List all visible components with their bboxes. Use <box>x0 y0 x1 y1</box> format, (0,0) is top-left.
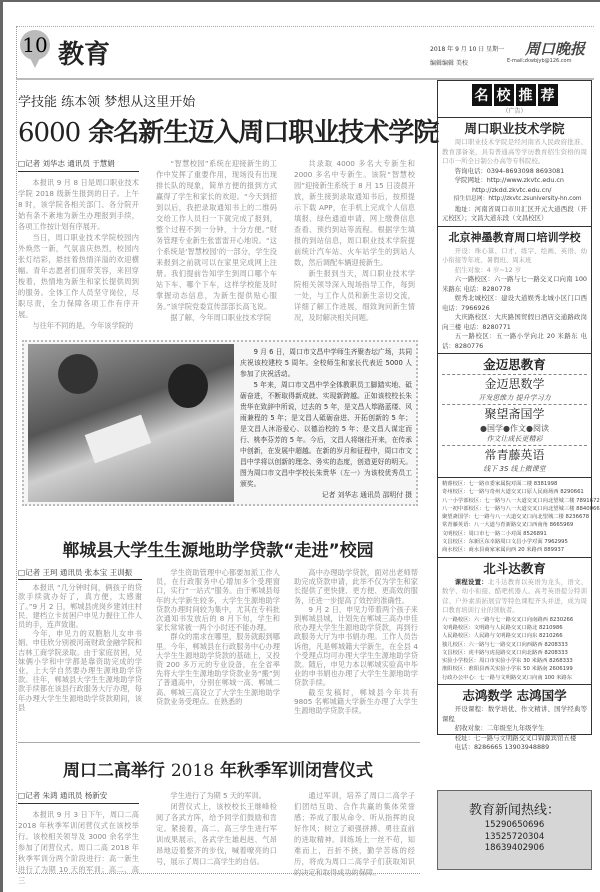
article3-byline: □记者 朱鸿 通讯员 杨新安 <box>18 790 139 804</box>
school-name: 北斗达教育 <box>483 560 546 576</box>
sub-brand-name: 金迈思数学 <box>484 377 545 391</box>
article3-headline <box>18 756 418 781</box>
photo-credit: 记者 刘华志 通讯员 邵明付 摄 <box>321 491 412 499</box>
article1-kicker: 学技能 练本领 梦想从这里开始 <box>18 95 196 110</box>
school-website: 学院网址：http://www.zkvtc.edu.cn <box>454 176 564 184</box>
campus-line: 实验小学校区：周口市实验小学东 30 米路西 8268333 <box>442 658 573 665</box>
editor-credit: 编辑编辑 美校 <box>430 60 468 67</box>
article1-col3 <box>294 158 415 331</box>
campus-line: 大庆路校区：大庆路国贸假日酒店交通路政岗向三楼 电话：8280771 <box>442 313 587 331</box>
ad-school3 <box>438 354 591 478</box>
ads-header <box>438 84 591 106</box>
page-number-badge: 10 <box>20 30 50 60</box>
article2-body <box>18 568 418 715</box>
ads-header-char: 推 <box>516 84 536 106</box>
section-title: 教育 <box>58 40 111 70</box>
paragraph: 与往年不同的是，今年该学院的 <box>32 321 134 330</box>
school-age: 招生对象：4 岁~12 岁 <box>454 265 522 274</box>
school-intro: 北斗达教育以英语为龙头，语文、数学、幼小衔接、酷吧机器人、高考英语提分特训营、户外素质拓展营等特色课程齐头并进，成为周口教育培训行业的领航者。 <box>442 577 588 615</box>
article2-byline: □记者 王珂 通讯员 张本宝 王训振 <box>18 568 142 580</box>
paragraph: 当日，周口职业技术学院校园内外焕然一新，气氛喜庆热烈，校园内张灯结彩，悬挂着热情洋溢的欢迎横幅。青年志愿者们面带笑容，来回穿梭着，热情地为新生和家长提供周到的服务。全体工作人员坚守岗位，尽职尽责，全力保障各项工作有序开展。 <box>18 233 139 319</box>
article2-headline: 郸城县大学生生源地助学贷款“走进”校园 <box>62 541 374 561</box>
phone-line: 电话：8286665 13903948889 <box>454 743 550 752</box>
school-name: 北京神墨教育周口培训学校 <box>448 230 581 244</box>
ad-school3-campuses <box>438 478 600 558</box>
article1-body <box>18 158 415 331</box>
headline-number: 6000 <box>18 118 81 148</box>
sub-brand <box>442 405 587 446</box>
school-address: 地址：河南省周口市川汇区开元大道西段（开元校区）；文昌大道东段（文昌校区） <box>442 204 587 222</box>
ads-header-char: 荐 <box>538 84 558 106</box>
campus-line: 独儿校区：六一路与七一路交叉口向西路西 8208333 <box>442 641 568 648</box>
paragraph: 今年，申见力的双胞胎儿女申书娟、申佳欣分别被河南财政金融学院和吉林工商学院录取。由于家庭贫困，兄妹俩小学和中学都是靠资助完成的学业，上大学自然要办理生源地助学贷款。往年，郸城县大学生生源地助学贷款手续都在该县行政服务大厅办理，每年办理大学生生源地助学贷款期间，该县 <box>18 629 142 712</box>
paragraph: 高中办理助学贷款，面对出老师帮助完成贷款申请，此举不仅为学生和家长提供了更快捷、更方便、更高效的服务，还进一步提高了效控的准确性。 <box>294 568 418 605</box>
article3-col2 <box>156 790 277 872</box>
campus-line: 文昌校区：虎丰路与虎昆路交叉口向北路西 8208333 <box>442 649 568 656</box>
paragraph: 据了解，今年周口职业技术学院 <box>170 313 272 322</box>
campus-line: 精睿校区：七一路市委家属院对面二楼 8381998 <box>442 481 558 487</box>
headline-text: 余名新生迈入周口职业技术学院 <box>80 118 439 148</box>
course-line: 开设课程：数学培优、作文精讲、国学经典等课程 <box>442 705 587 723</box>
paragraph: 本报讯 9 月 8 日是周口职业技术学院 2018 级新生报到的日子。上午 8 时，该学院各相关部门、各分院开始有条不紊地为新生办理报到手续，各项工作按计划有序展开。 <box>18 178 139 231</box>
school-name: 志鸿数学 志鸿国学 <box>462 688 567 704</box>
email-address: E-mail:zkwbjyb@126.com <box>507 58 572 64</box>
headline-part: 周口二高举行 <box>62 761 171 781</box>
issue-date: 2018 年 9 月 10 日 星期一 <box>430 46 505 53</box>
paragraph: 闭营仪式上，该校校长王继峰检阅了各武方阵，给予同学们鼓励和肯定。紧接着，高二、高三学生进行军训成果展示，各武学生雄赳赳、气昂昂地迈着整齐的步伐，喊着嘹亮的口号，展示了周口二高学生的自信。 <box>156 802 277 866</box>
hotline-phone: 15290650696 <box>484 820 545 830</box>
slogan: ●国学●作文●阅读 <box>480 424 549 433</box>
paragraph: 通过军训，培养了周口二高学子们团结互助、合作共赢的集体荣誉感；养成了服从命令、听从指挥的良好作风；树立了顽强拼搏、勇往直前的进取精神。训练场上一丝不苟，知难而上，百折不挠，勤学苦练的经历，将成为周口二高学子们获取知识的决定和取得成功的保障。 <box>294 791 415 877</box>
campus-line: 聚望斋国学：七一路与八一大道交叉口向北望城二楼 8236678 <box>442 514 590 521</box>
article2-col1 <box>18 568 142 715</box>
headline-part: 年秋季军训闭营仪式 <box>214 761 374 781</box>
ads-header-char: 名 <box>472 84 492 106</box>
article2-col3 <box>294 568 418 715</box>
school-ads-panel <box>437 80 600 752</box>
campus-list <box>442 616 587 682</box>
target-line: 招收对象：二年级至九年级学生 <box>454 724 545 733</box>
newspaper-logo: 周口晚报 <box>525 40 586 58</box>
school-intro: 开设：珠心算、口才、练字、绘画、英语、幼小衔接等年班、暑假班、周末班 <box>442 246 587 264</box>
sub-brand-name: 常青藤英语 <box>484 448 545 462</box>
slogan: 作文让成长更精彩 <box>486 435 543 443</box>
campus-line: 常青藤英语：八一大道与育新路交叉口西南角 8665969 <box>442 522 574 529</box>
ad-school1 <box>438 118 591 227</box>
campus-line: 人民路校区：人民路与文明路交叉口向东 8210266 <box>442 633 563 640</box>
paragraph: 截至发稿时，郸城县今年共有 9805 名郸城籍大学新生办理了大学生生源地助学贷款手续。 <box>294 687 418 716</box>
article2-col2 <box>156 568 280 715</box>
article3-col1 <box>18 790 139 885</box>
article1-byline: □记者 刘华志 通讯员 于慧娟 <box>18 158 139 172</box>
headline-number: 2018 <box>170 761 215 781</box>
intro-label: 课程设置： <box>454 577 488 586</box>
paragraph: 学生进行了为期 5 天的军训。 <box>170 791 266 800</box>
campus-line: 六一路校区：六一路与七一路交叉口向南路西 8230266 <box>442 616 574 623</box>
article1-headline <box>18 112 438 149</box>
school-intro: 周口职业技术学院是经河南省人民政府批准、教育部备案，具有普通高等学历教育招生资格的周口市一所全日制公办高等专科院校。 <box>442 138 587 165</box>
address-line: 校址：七一路与文明路交叉口锦源宾馆五楼 <box>454 733 577 742</box>
article1-col2 <box>156 158 277 331</box>
article1-col1 <box>18 158 139 331</box>
divider <box>18 742 420 743</box>
campus-line: 八一初中部校区：七一路与八一大道交叉口向北望城三楼 8840066 <box>442 505 600 512</box>
ads-header-char: 校 <box>494 84 514 106</box>
ad-school2 <box>438 227 591 355</box>
campus-line: 文明校区：周口市七一路二小对面 8526891 <box>442 530 547 537</box>
ad-note: （广告） <box>438 106 591 118</box>
paragraph: 学生资助管理中心都要加派工作人员，在行政服务中心增加多个受理窗口，实行“一站式”服务。由于郸城县每年的大学新生较多，大学生生源地助学贷款办理时间较为集中，尤其在专科批次通知书发放后的 8 月下旬，学生和家长常常被一两个小时还不能办理。 <box>156 568 280 633</box>
paragraph: 共录取 4000 多名大专新生和 2000 多名中专新生。该院“智慧校园”迎接新生系统于 8 月 15 日凌晨开放，新生接到录取通知书后，按照提示下载 APP，在手机上完成个人信息填报、绿色通道申请、网上缴费信息查看、预约到站等流程。根据学生填报的到站信息，周口职业技术学院提前统计汽车站、火车站学生的到站人数，然后调配车辆迎接新生。 <box>294 159 415 267</box>
paragraph: 本报讯 9 月 3 日下午，周口二高 2018 年秋季军训闭营仪式在该校举行。该校相关领导及 3000 余名学生参加了闭营仪式。周口二高 2018 年秋季军训分两个阶段进行：高一新生进行了为期 10 天的军训；高二、高三 <box>18 810 139 885</box>
campus-line: 娱秀北城校区：建设大道娱秀北城小区门口西 电话：7966926 <box>442 294 587 312</box>
bottom-rule <box>18 873 420 874</box>
hotline-phone: 18639402906 <box>484 843 545 853</box>
news-hotline-box <box>437 790 592 870</box>
paragraph: 本报讯 “几分钟时间，俩孩子的贷款手续就办好了，真方便，太感谢了。”9 月 2 日，郸城县虎岗乡建刘庄村民、建档立卡贫困户申见力握住工作人员的手，连声致谢。 <box>18 583 142 630</box>
hotline-phone: 13525720304 <box>484 831 545 842</box>
paragraph: 群众的需求在哪里，服务就跟到哪里。今年，郸城县在行政服务中心办理大学生生源地助学贷款的基础上，又投资 200 多万元的专业设备，在全省率先将大学生生源地助学贷款业务“搬”到了普通高中，分别在郸城一高、郸城二高、郸城三高设立了大学生生源地助学贷款业务受理点。在熟悉的 <box>156 632 280 706</box>
campus-line: 六一路校区：六一路与七一路交叉口向南 100 米路东 电话：8280778 <box>442 275 587 293</box>
sub-brand-name: 聚望斋国学 <box>484 407 545 421</box>
campus-line: 淮阳校区：淮阳县西关实验小学东 50 米路南 2606199 <box>442 666 573 673</box>
article3-body <box>18 790 415 885</box>
sub-brand <box>442 375 587 405</box>
ad-school4 <box>438 558 591 685</box>
campus-line: 文明路校区：文明路与人民路交叉口路北 8210986 <box>442 624 563 631</box>
sub-brand <box>442 446 587 475</box>
article3-col3 <box>294 790 415 877</box>
school-admission-site: 招生信息网：http://zkvtc.zsuniversity-hn.com <box>453 196 582 202</box>
school-name: 金迈思教育 <box>442 356 587 375</box>
campus-line: 商水校区：商水县商家家属向西 20 米路西 889937 <box>442 547 565 554</box>
hotline-title: 教育新闻热线： <box>468 803 560 818</box>
caption-paragraph: 5 年来，周口市文昌中学全体教职员工脚踏实地、砥砺奋进，不断取得新成就、实现新跨越。正如该校校长朱贵华在致辞中所说，过去的 5 年，是文昌人筚路蓝缕、风雨兼程的 5 年；是文昌人砥砺奋进、开拓创新的 5 年；是文昌人沐浴爱心、以德治校的 5 年；是文昌人谋定而行、桃李芬芳的 5 年。今后，文昌人将继往开来，在传承中创新，在发展中超越。在新的岁月和征程中，周口市文昌中学将以创新的理念、务实的态度，创造更好的明天。图为周口市文昌中学校长朱贵华（左一）为该校优秀员工颁奖。 <box>240 381 412 488</box>
paragraph: 新生报到当天，周口职业技术学院相关领导深入现场指导工作，每到一处，与工作人员和新生亲切交流，详细了解工作进展，细致询问新生情况，及时解决相关问题。 <box>294 269 415 322</box>
ad-school5 <box>438 685 591 755</box>
news-photo <box>28 344 234 502</box>
slogan: 线下 3S 线上微课堂 <box>483 465 546 473</box>
paragraph: “智慧校园”系统在迎接新生的工作中发挥了重要作用，现场没有出现排长队的现象，简单方便的报到方式赢得了学生和家长的欢迎。“今天到招到以后，我把录取通知书上的二维码交给工作人员扫一下就完成了报到，整个过程不到一分钟，十分方便。”财务管理专业新生张雷雷开心地说。“这个系统是‘智慧校园’的一部分，学生没来报到之前就可以在家里完成网上注册。我们提前告知学生到周口哪个车站下车、哪个下车，这样学校能及时掌握动态信息，为新生提供贴心服务。”该学院党委宣传部部长高飞说。 <box>156 159 277 311</box>
photo-caption <box>240 347 412 501</box>
school-phone: 咨询电话：0394-8693098 8693081 <box>454 166 565 175</box>
campus-line: 行政办公中心：七一路与文明路交叉口向南 100 米路东 <box>442 674 573 681</box>
campus-line: 奇州校区：七一路与奇州大道交叉口原人民商场西 8290661 <box>442 489 584 496</box>
paragraph: 9 月 2 日，申见力带着两个孩子来到郸城县城，计划先在郸城三高办申佳欣办理大学生生源地助学贷款，再到行政服务大厅为申书娟办理。工作人员告诉他，凡是郸城籍大学新生，在全县 4 个受理点均可办理大学生生源地助学贷款。随后，申见力本以郸城实验高中毕业的申书娟也办理了大学生生源地助学贷款手续。 <box>294 604 418 688</box>
school-name: 周口职业技术学院 <box>464 121 565 136</box>
slogan: 开发思维力 提升学习力 <box>478 394 551 402</box>
campus-line: 文昌校区：东新区东幸路周口文昌小学对面 7962995 <box>442 539 568 546</box>
caption-paragraph: 9 月 6 日，周口市文昌中学师生齐聚杏坛广场，共同庆祝该校建校 5 周年。全校师生和家长代表近 5000 人参加了庆祝活动。 <box>240 348 412 378</box>
campus-line: 八一小学部校区：七一路与八一大道交叉口向北望城二楼 7891672 <box>442 497 600 504</box>
school-website: http://zkdd.zkvtc.edu.cn/ <box>472 185 552 194</box>
campus-line: 五一路校区：五一路小学向北 20 米路东 电话：8280776 <box>442 332 587 350</box>
